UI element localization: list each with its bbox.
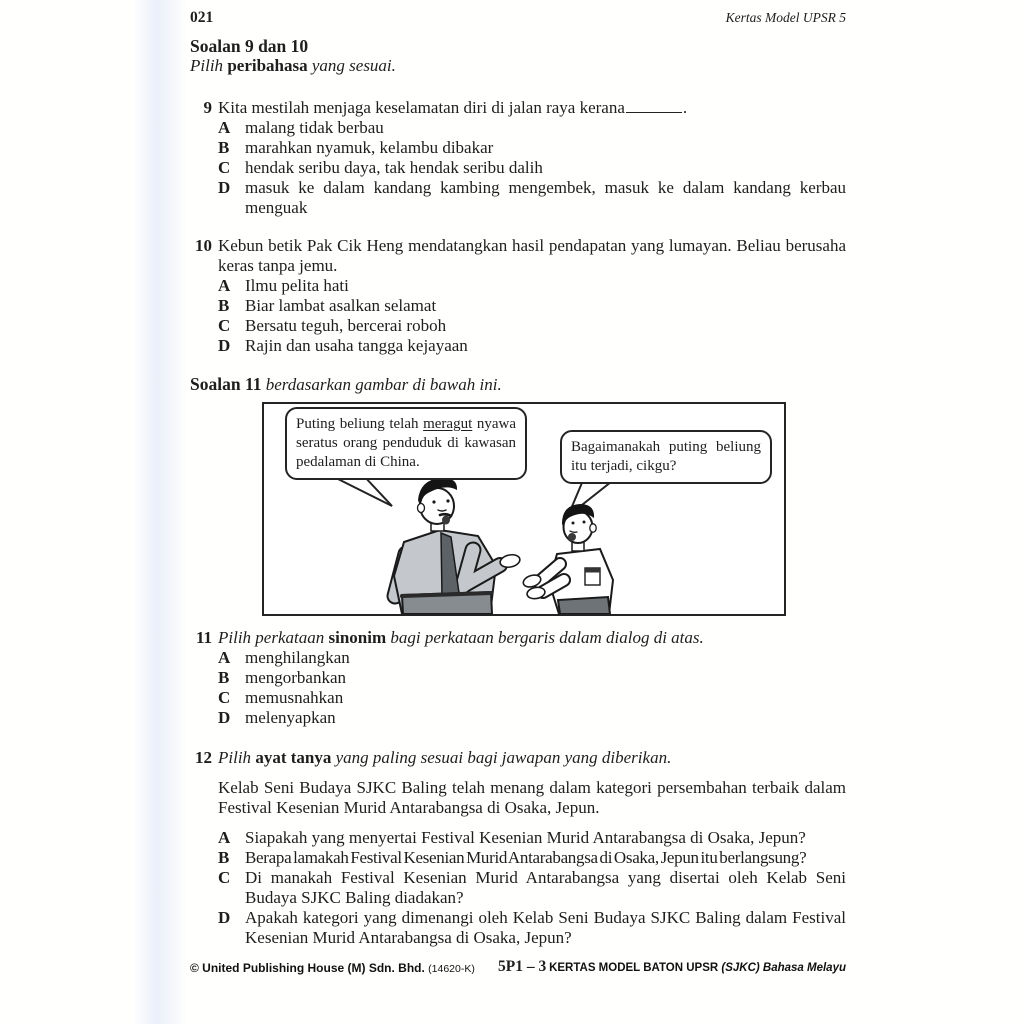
section-11-header <box>190 374 846 395</box>
option-letter: C <box>218 158 231 177</box>
option-text: melenyapkan <box>245 708 336 727</box>
page-header <box>190 8 846 28</box>
option-text: Berapa lamakah Festival Kesenian Murid Antarabangsa di Osaka, Jepun itu berlangsung? <box>245 848 807 867</box>
option-text: Biar lambat asalkan selamat <box>245 296 437 315</box>
option-row-b <box>218 668 846 688</box>
section-instruction <box>190 56 846 76</box>
option-letter: D <box>218 908 231 927</box>
answer-blank-line <box>626 110 682 113</box>
publisher-name: © United Publishing House (M) Sdn. Bhd. <box>190 961 429 975</box>
option-text: Ilmu pelita hati <box>245 276 349 295</box>
option-letter: D <box>218 336 231 355</box>
section-title-italic: berdasarkan gambar di bawah ini. <box>261 375 502 394</box>
option-letter: A <box>218 648 231 667</box>
instruction-pre: Pilih <box>190 56 228 75</box>
option-letter: B <box>218 296 230 315</box>
option-text: memusnahkan <box>245 688 344 707</box>
option-letter: D <box>218 708 231 727</box>
option-letter: A <box>218 118 231 137</box>
stem-post: bagi perkataan bergaris dalam dialog di atas. <box>386 628 704 647</box>
option-letter: C <box>218 688 231 707</box>
option-row-a <box>218 118 846 138</box>
option-row-c <box>218 158 846 178</box>
question-9 <box>190 98 846 218</box>
option-letter: B <box>218 848 230 867</box>
series-title <box>549 962 846 974</box>
option-text: menghilangkan <box>245 648 350 667</box>
dialog-illustration-box <box>262 402 786 616</box>
option-text: Siapakah yang menyertai Festival Kesenian Murid Antarabangsa di Osaka, Jepun? <box>245 828 806 847</box>
option-text: Rajin dan usaha tangga kejayaan <box>245 336 468 355</box>
teacher-figure <box>394 478 521 614</box>
option-row-b <box>218 848 846 868</box>
page-code: 021 <box>190 9 214 26</box>
instruction-keyword: peribahasa <box>227 56 308 75</box>
section-9-10-header <box>190 36 846 76</box>
option-row-c <box>218 316 846 336</box>
option-text: masuk ke dalam kandang kambing mengembek, masuk ke dalam kandang kerbau menguak <box>245 178 846 217</box>
teacher-bubble-text-pre: Puting beliung telah <box>296 416 424 432</box>
option-text: mengorbankan <box>245 668 347 687</box>
series-subject: (SJKC) Bahasa Melayu <box>721 962 846 974</box>
option-row-b <box>218 296 846 316</box>
answer-passage: Kelab Seni Budaya SJKC Baling telah menang dalam kategori persembahan terbaik dalam Festival Kesenian Murid Antarabangsa di Osaka, Jepun. <box>218 778 846 817</box>
teacher-bubble-underlined-word: meragut <box>423 416 473 432</box>
option-row-d <box>218 336 846 356</box>
stem-pre: Pilih perkataan <box>218 628 329 647</box>
stem-text: Kita mestilah menjaga keselamatan diri di jalan raya kerana <box>218 98 625 117</box>
option-text: Di manakah Festival Kesenian Murid Antarabangsa yang disertai oleh Kelab Seni Budaya SJKC Baling diadakan? <box>245 868 846 907</box>
option-letter: B <box>218 668 230 687</box>
section-title: Soalan 11 <box>190 374 262 394</box>
option-text: marahkan nyamuk, kelambu dibakar <box>245 138 494 157</box>
scan-edge-tint <box>132 0 188 1024</box>
option-row-a <box>218 276 846 296</box>
page-footer <box>190 958 846 980</box>
option-letter: D <box>218 178 231 197</box>
option-letter: A <box>218 828 231 847</box>
header-booklet-title: Kertas Model UPSR 5 <box>725 10 846 25</box>
option-text: Bersatu teguh, bercerai roboh <box>245 316 447 335</box>
student-speech-bubble: Bagaimanakah puting beliung itu terjadi, cikgu? <box>560 430 772 484</box>
option-letter: C <box>218 316 231 335</box>
question-number: 10 <box>195 236 212 255</box>
option-row-d <box>218 708 846 728</box>
question-number: 9 <box>203 98 212 117</box>
stem-suffix: . <box>682 98 688 117</box>
publisher-imprint <box>190 961 475 975</box>
question-number: 11 <box>195 628 212 647</box>
series-name: KERTAS MODEL BATON UPSR <box>549 962 722 974</box>
teacher-speech-bubble <box>285 407 527 480</box>
question-stem <box>218 98 846 118</box>
stem-post: yang paling sesuai bagi jawapan yang diberikan. <box>331 748 672 767</box>
instruction-post: yang sesuai. <box>307 56 396 75</box>
question-stem <box>218 628 846 648</box>
question-10 <box>190 236 846 356</box>
section-title: Soalan 9 dan 10 <box>190 36 309 56</box>
question-stem: Kebun betik Pak Cik Heng mendatangkan hasil pendapatan yang lumayan. Beliau berusaha keras tanpa jemu. <box>218 236 846 275</box>
option-text: Apakah kategori yang dimenangi oleh Kelab Seni Budaya SJKC Baling dalam Festival Kesenian Murid Antarabangsa di Osaka, Jepun? <box>245 908 846 947</box>
page-reference: 5P1 – 3 <box>498 958 547 975</box>
option-row-b <box>218 138 846 158</box>
question-11 <box>190 628 846 728</box>
option-letter: A <box>218 276 231 295</box>
question-12 <box>190 748 846 948</box>
teacher-bubble-text-post: nyawa seratus orang penduduk di kawasan pedalaman di China. <box>296 416 516 470</box>
option-letter: C <box>218 868 231 887</box>
option-letter: B <box>218 138 230 157</box>
stem-keyword: ayat tanya <box>255 748 332 767</box>
option-row-a <box>218 828 846 848</box>
stem-keyword: sinonim <box>328 628 387 647</box>
option-row-d <box>218 908 846 948</box>
option-row-c <box>218 688 846 708</box>
option-text: malang tidak berbau <box>245 118 384 137</box>
option-row-c <box>218 868 846 908</box>
option-row-a <box>218 648 846 668</box>
option-row-d <box>218 178 846 218</box>
option-text: hendak seribu daya, tak hendak seribu dalih <box>245 158 543 177</box>
question-stem <box>218 748 846 768</box>
stem-pre: Pilih <box>218 748 256 767</box>
publisher-registration-number: (14620-K) <box>428 963 475 975</box>
question-number: 12 <box>195 748 212 767</box>
student-figure <box>522 504 613 614</box>
